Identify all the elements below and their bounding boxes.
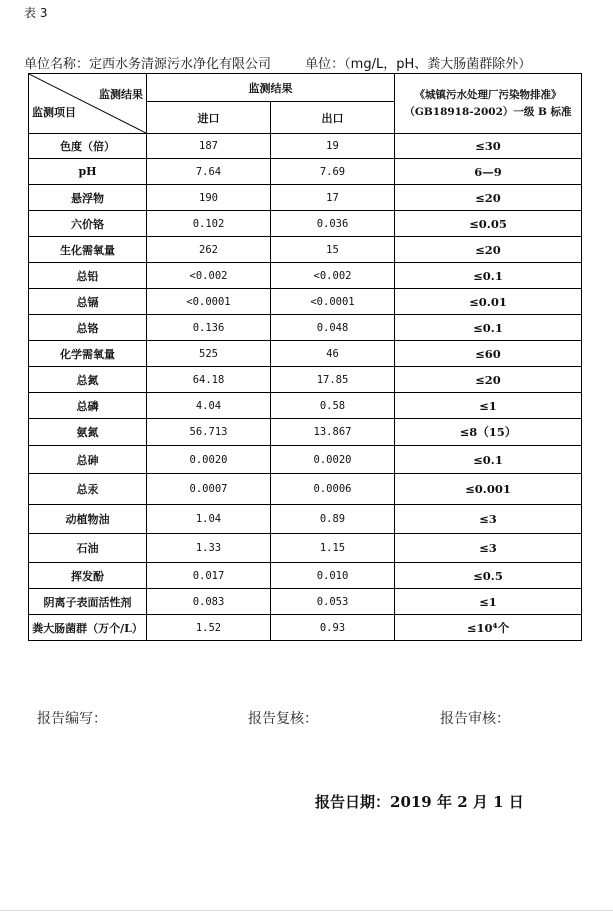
signature-reviewed: 报告复核：: [248, 711, 318, 727]
table-row: [29, 159, 582, 185]
row-outlet-value: 0.93: [271, 615, 395, 641]
row-standard-value: ≤3: [395, 505, 582, 534]
row-standard-value: 6—9: [395, 159, 582, 185]
header-monitoring-results: 监测结果: [147, 74, 395, 102]
row-item: 总汞: [29, 474, 147, 505]
signature-approved: 报告审核：: [440, 711, 510, 727]
row-item: 悬浮物: [29, 185, 147, 211]
table-row: [29, 419, 582, 446]
row-item: 总镉: [29, 289, 147, 315]
table-row: [29, 563, 582, 589]
row-inlet-value: 525: [147, 341, 271, 367]
row-item: 总氮: [29, 367, 147, 393]
row-inlet-value: 56.713: [147, 419, 271, 446]
diag-header-items: 监测项目: [32, 106, 76, 119]
row-inlet-value: 0.017: [147, 563, 271, 589]
row-outlet-value: 0.010: [271, 563, 395, 589]
row-item: 色度（倍）: [29, 134, 147, 159]
page-bottom-rule: [0, 910, 613, 911]
row-inlet-value: 1.52: [147, 615, 271, 641]
row-item: 总铅: [29, 263, 147, 289]
table-row: [29, 474, 582, 505]
row-standard-value: ≤0.1: [395, 446, 582, 474]
row-item: 挥发酚: [29, 563, 147, 589]
row-outlet-value: 0.036: [271, 211, 395, 237]
row-outlet-value: 13.867: [271, 419, 395, 446]
table-row: [29, 393, 582, 419]
row-inlet-value: 0.136: [147, 315, 271, 341]
row-standard-value: ≤0.001: [395, 474, 582, 505]
row-inlet-value: 1.33: [147, 534, 271, 563]
row-standard-value: ≤0.05: [395, 211, 582, 237]
unit-name: 单位名称：定西水务清源污水净化有限公司: [24, 57, 272, 72]
table-row: [29, 237, 582, 263]
table-row: [29, 367, 582, 393]
header-inlet: 进口: [147, 102, 271, 134]
table-row: [29, 134, 582, 159]
row-standard-value: ≤60: [395, 341, 582, 367]
row-outlet-value: 46: [271, 341, 395, 367]
row-outlet-value: 0.053: [271, 589, 395, 615]
row-outlet-value: 0.58: [271, 393, 395, 419]
row-outlet-value: <0.0001: [271, 289, 395, 315]
unit-measure: 单位：（mg/L，pH、粪大肠菌群除外）: [305, 57, 532, 72]
header-standard-line1: 《城镇污水处理厂污染物排准》: [414, 88, 562, 101]
row-inlet-value: 0.083: [147, 589, 271, 615]
row-standard-value: ≤1: [395, 393, 582, 419]
row-item: 阴离子表面活性剂: [29, 589, 147, 615]
table-row: [29, 211, 582, 237]
row-inlet-value: 0.0007: [147, 474, 271, 505]
row-standard-value: ≤0.5: [395, 563, 582, 589]
row-item: 总砷: [29, 446, 147, 474]
row-standard-value: ≤20: [395, 367, 582, 393]
row-item: 总磷: [29, 393, 147, 419]
row-outlet-value: 0.0020: [271, 446, 395, 474]
row-item: 生化需氧量: [29, 237, 147, 263]
row-inlet-value: <0.0001: [147, 289, 271, 315]
row-standard-value: ≤20: [395, 237, 582, 263]
row-standard-value: ≤8（15）: [395, 419, 582, 446]
row-inlet-value: 64.18: [147, 367, 271, 393]
row-inlet-value: <0.002: [147, 263, 271, 289]
table-row: [29, 615, 582, 641]
row-inlet-value: 190: [147, 185, 271, 211]
row-standard-value: ≤3: [395, 534, 582, 563]
row-outlet-value: 0.89: [271, 505, 395, 534]
unit-line: [24, 53, 584, 72]
table-row: [29, 341, 582, 367]
row-item: 氨氮: [29, 419, 147, 446]
row-standard-value: ≤1: [395, 589, 582, 615]
header-standard: [395, 74, 582, 134]
row-item: 石油: [29, 534, 147, 563]
table-row: [29, 315, 582, 341]
row-item: 总铬: [29, 315, 147, 341]
row-item: 粪大肠菌群（万个/L）: [29, 615, 147, 641]
header-standard-line2: （GB18918-2002）一级 B 标准: [404, 105, 572, 118]
row-outlet-value: 19: [271, 134, 395, 159]
row-outlet-value: 17.85: [271, 367, 395, 393]
row-inlet-value: 4.04: [147, 393, 271, 419]
table-row: [29, 589, 582, 615]
diagonal-header-cell: [29, 74, 147, 134]
row-standard-value: ≤0.1: [395, 263, 582, 289]
table-row: [29, 289, 582, 315]
row-outlet-value: 0.0006: [271, 474, 395, 505]
row-inlet-value: 0.102: [147, 211, 271, 237]
row-standard-value: ≤20: [395, 185, 582, 211]
page-label: 表 3: [24, 6, 48, 20]
row-standard-value: ≤30: [395, 134, 582, 159]
row-outlet-value: 0.048: [271, 315, 395, 341]
table-row: [29, 505, 582, 534]
row-inlet-value: 0.0020: [147, 446, 271, 474]
table-row: [29, 263, 582, 289]
row-outlet-value: 7.69: [271, 159, 395, 185]
table-row: [29, 534, 582, 563]
table-row: [29, 446, 582, 474]
monitoring-results-table: [28, 73, 582, 641]
row-outlet-value: 15: [271, 237, 395, 263]
row-item: 六价铬: [29, 211, 147, 237]
row-inlet-value: 262: [147, 237, 271, 263]
diag-header-results: 监测结果: [99, 88, 143, 101]
row-item: pH: [29, 159, 147, 185]
row-outlet-value: <0.002: [271, 263, 395, 289]
row-item: 动植物油: [29, 505, 147, 534]
table-body: [29, 134, 582, 641]
row-inlet-value: 1.04: [147, 505, 271, 534]
header-outlet: 出口: [271, 102, 395, 134]
row-standard-value: ≤0.01: [395, 289, 582, 315]
signature-compiled: 报告编写：: [37, 711, 107, 727]
row-inlet-value: 187: [147, 134, 271, 159]
row-inlet-value: 7.64: [147, 159, 271, 185]
table-row: [29, 185, 582, 211]
row-item: 化学需氧量: [29, 341, 147, 367]
row-outlet-value: 17: [271, 185, 395, 211]
report-date: 报告日期：2019 年 2 月 1 日: [315, 793, 524, 811]
row-outlet-value: 1.15: [271, 534, 395, 563]
row-standard-value: ≤10⁴个: [395, 615, 582, 641]
row-standard-value: ≤0.1: [395, 315, 582, 341]
